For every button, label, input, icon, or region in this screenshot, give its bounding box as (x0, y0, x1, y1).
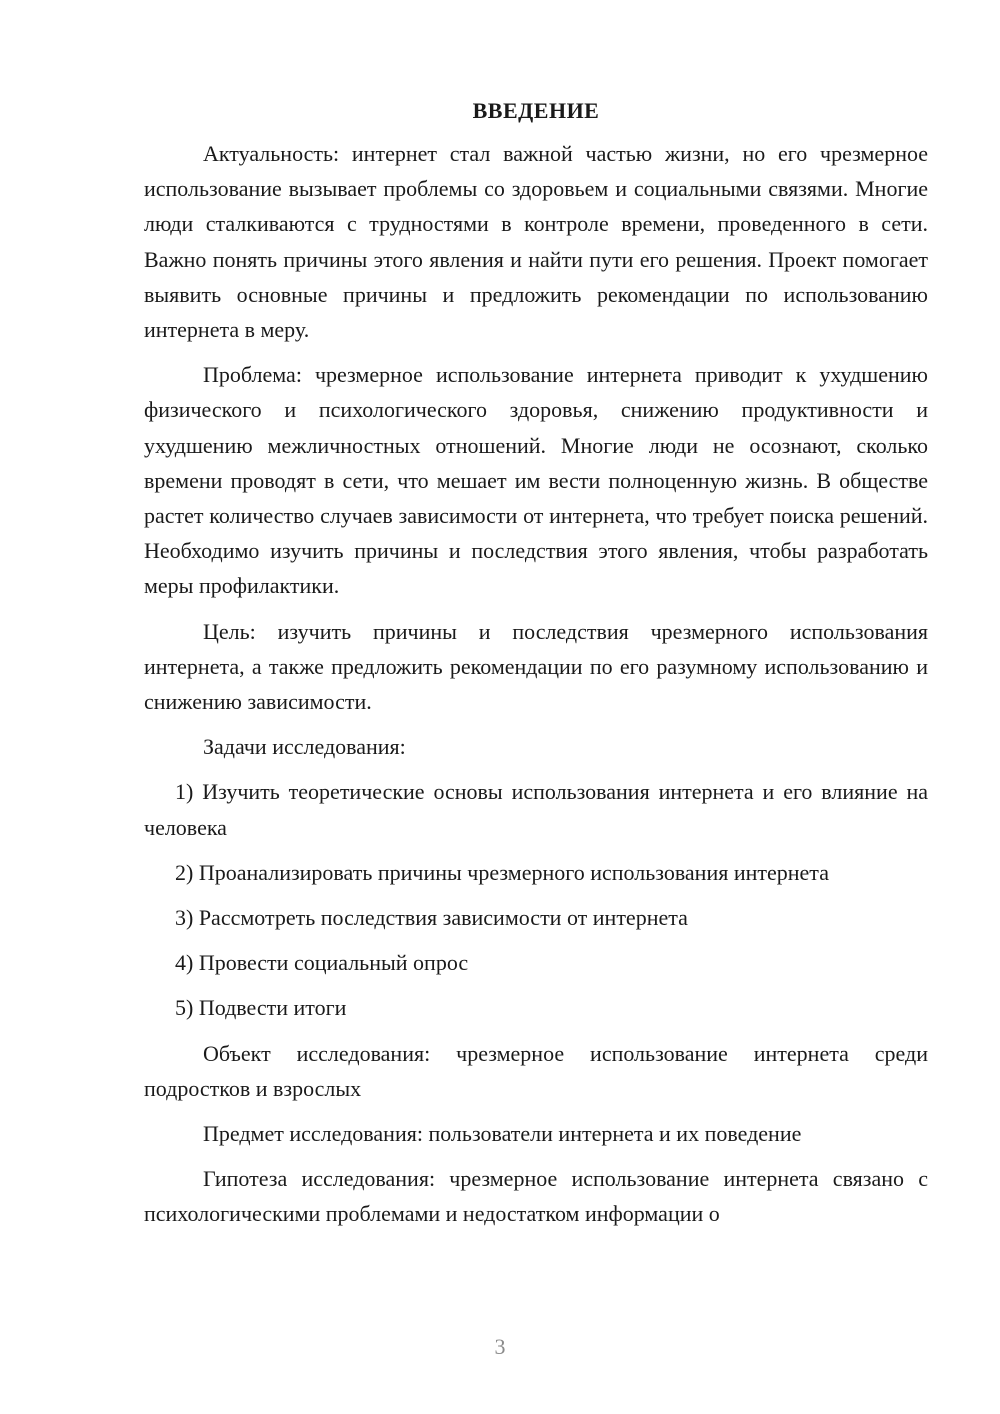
task-item-2: 2) Проанализировать причины чрезмерного использования интернета (175, 859, 829, 885)
tasks-heading: Задачи исследования: (203, 734, 406, 760)
task-item-4: 4) Провести социальный опрос (175, 950, 469, 976)
relevance-paragraph: Актуальность: интернет стал важной частью жизни, но его чрезмерное использование вызывает проблемы со здоровьем и социальными связями. Многие люди сталкиваются с трудностями в контроле времени, проведенного в сети. Важно понять причины этого явления и найти пути его решения. Проект помогает выявить основные причины и предложить рекомендации по использованию интернета в меру. (144, 141, 928, 343)
task-item-3: 3) Рассмотреть последствия зависимости от интернета (175, 905, 688, 931)
task-item-1: 1) Изучить теоретические основы использования интернета и его влияние на человека (144, 779, 928, 840)
subject-paragraph: Предмет исследования: пользователи интернета и их поведение (203, 1121, 802, 1147)
page-number: 3 (494, 1334, 506, 1359)
task-item-5: 5) Подвести итоги (175, 995, 347, 1021)
object-paragraph: Объект исследования: чрезмерное использование интернета среди подростков и взрослых (144, 1040, 928, 1101)
page-title: ВВЕДЕНИЕ (472, 98, 600, 123)
hypothesis-paragraph: Гипотеза исследования: чрезмерное использование интернета связано с психологическими проблемами и недостатком информации о (144, 1166, 928, 1227)
problem-paragraph: Проблема: чрезмерное использование интернета приводит к ухудшению физического и психологического здоровья, снижению продуктивности и ухудшению межличностных отношений. Многие люди не осознают, сколько времени проводят в сети, что мешает им вести полноценную жизнь. В обществе растет количество случаев зависимости от интернета, что требует поиска решений. Необходимо изучить причины и последствия этого явления, чтобы разработать меры профилактики. (144, 362, 928, 599)
document-page (144, 96, 928, 1242)
goal-paragraph: Цель: изучить причины и последствия чрезмерного использования интернета, а также предложить рекомендации по его разумному использованию и снижению зависимости. (144, 618, 928, 715)
